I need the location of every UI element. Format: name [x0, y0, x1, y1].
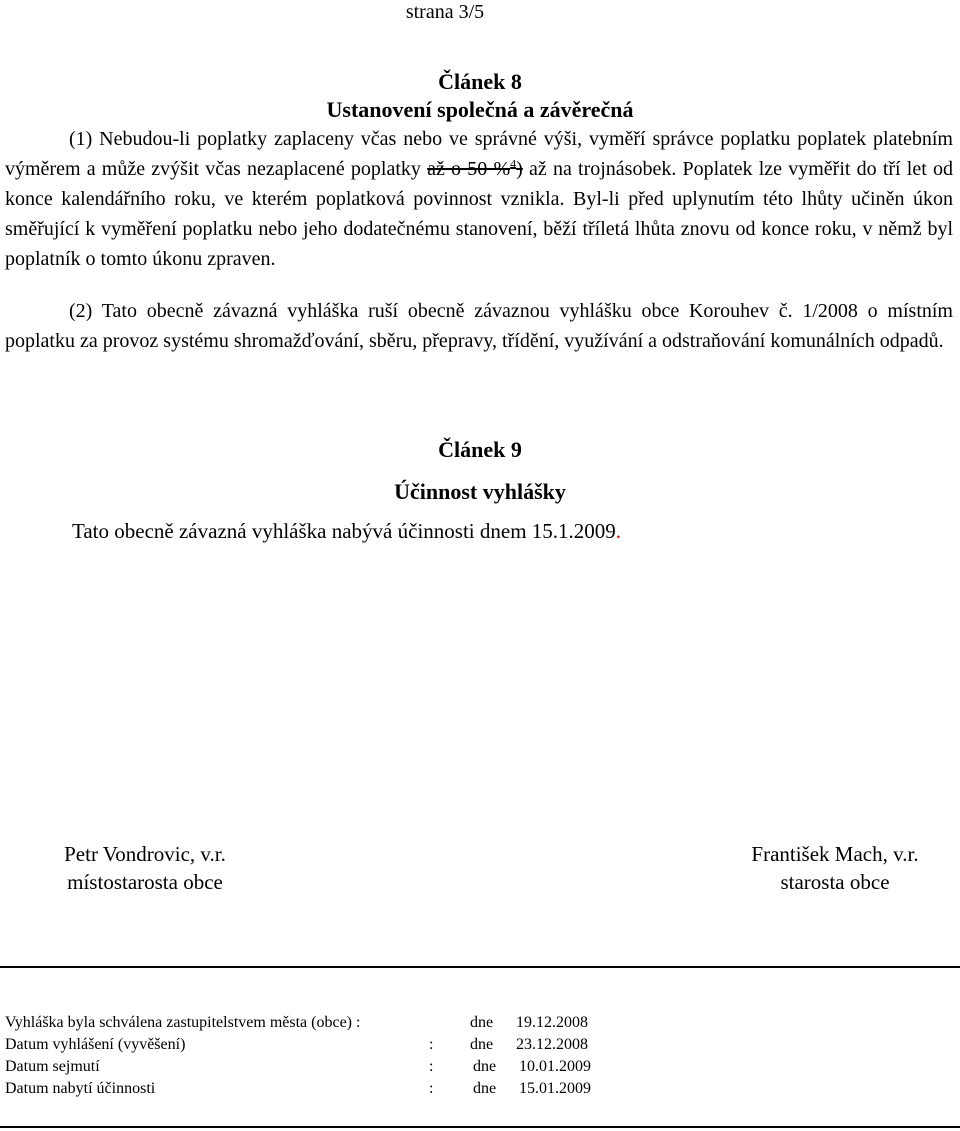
signature-role: starosta obce — [780, 870, 890, 894]
footer-label: Vyhláška byla schválena zastupitelstvem města (obce) : — [5, 1014, 361, 1031]
footer-colon: : — [429, 1036, 434, 1053]
footer-dne: dne — [470, 1014, 494, 1031]
article-8-paragraph-2: (2) Tato obecně závazná vyhláška ruší obecně závaznou vyhlášku obce Korouhev č. 1/2008 o místním poplatku za provoz systému shromažďování, sběru, přepravy, třídění, využívání a odstraňování komunálních odpadů. — [5, 300, 953, 352]
footer-divider-bottom — [0, 1126, 960, 1128]
footer-date: 15.01.2009 — [519, 1080, 591, 1097]
signature-name: František Mach, v.r. — [751, 842, 919, 866]
footer-label: Datum nabytí účinnosti — [5, 1080, 156, 1097]
effective-date-sentence: Tato obecně závazná vyhláška nabývá účinnosti dnem 15.1.2009 — [72, 519, 616, 543]
footer-colon: : — [429, 1058, 434, 1075]
article-9-subtitle: Účinnost vyhlášky — [394, 479, 566, 504]
sentence-period: . — [615, 519, 622, 543]
struck-paren: ) — [516, 158, 523, 180]
footer-dne: dne — [470, 1036, 494, 1053]
footer-label: Datum vyhlášení (vyvěšení) — [5, 1036, 186, 1053]
footer-date: 19.12.2008 — [516, 1014, 588, 1031]
signature-mayor — [710, 840, 960, 896]
article-8-title: Článek 8 — [438, 69, 522, 94]
footer-date: 23.12.2008 — [516, 1036, 588, 1053]
signature-role: místostarosta obce — [67, 870, 223, 894]
article-9-title: Článek 9 — [438, 437, 522, 462]
footnote-ref: 4 — [510, 156, 517, 171]
struck-text — [427, 158, 523, 180]
article-8-paragraph-1 — [5, 124, 953, 274]
signature-name: Petr Vondrovic, v.r. — [64, 842, 226, 866]
paragraph-1-end: až na trojnásobek. Poplatek lze vyměřit do tří let od konce kalendářního roku, ve kterém poplatková povinnost vznikla. Byl-li před uplynutím této lhůty učiněn úkon směřující k vyměření poplatku nebo jeho dodatečnému stanovení, běží tříletá lhůta znovu od konce roku, v němž byl poplatník o tomto úkonu zpraven. — [5, 158, 953, 270]
paragraph-1-start: (1) Nebudou-li poplatky zaplaceny včas nebo ve správné výši, vyměří správce poplatku poplatek platebním výměrem a může zvýšit včas nezaplacené poplatky — [5, 128, 953, 180]
footer-date: 10.01.2009 — [519, 1058, 591, 1075]
footer-dne: dne — [473, 1080, 497, 1097]
signature-deputy-mayor — [20, 840, 270, 896]
page-number: strana 3/5 — [405, 1, 485, 23]
footer-divider-top — [0, 966, 960, 968]
article-8-subtitle: Ustanovení společná a závěrečná — [326, 97, 634, 122]
footer-colon: : — [429, 1080, 434, 1097]
struck-percentage: až o 50 % — [427, 158, 511, 180]
footer-dne: dne — [473, 1058, 497, 1075]
effective-date-text — [72, 516, 872, 546]
footer-label: Datum sejmutí — [5, 1058, 100, 1075]
